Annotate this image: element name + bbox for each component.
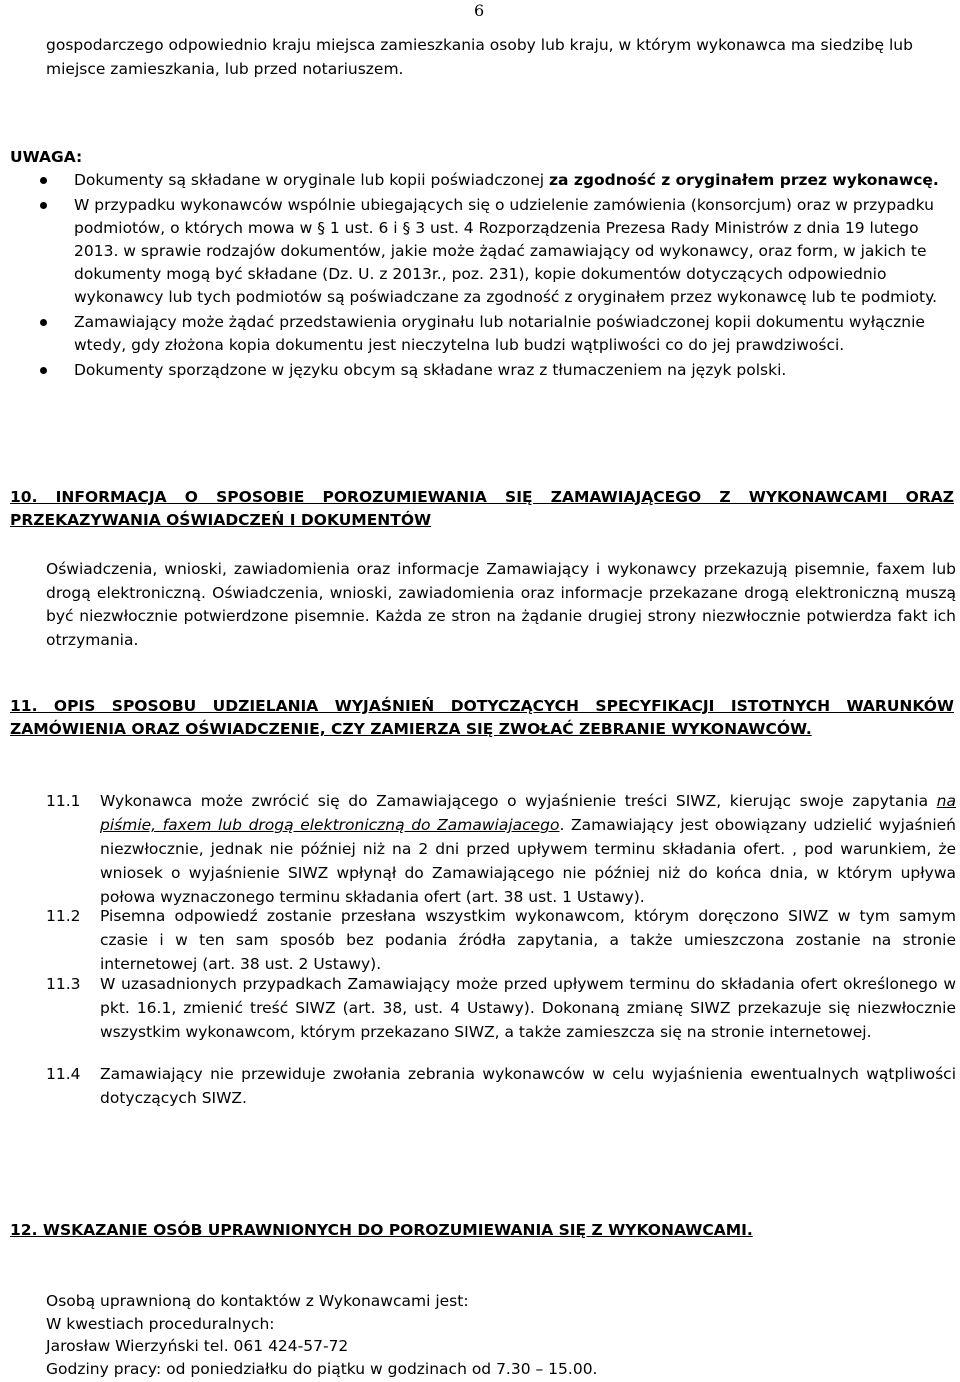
list-item — [0, 359, 950, 382]
item-number: 11.1 — [46, 792, 81, 810]
uwaga-list — [0, 169, 960, 382]
item-number: 11.2 — [46, 907, 81, 925]
bullet-text-2: W przypadku wykonawców wspólnie ubiegających się o udzielenie zamówienia (konsorcjum) oraz w przypadku podmiotów, o których mowa w § 1 ust. 6 i § 3 ust. 4 Rozporządzenia Prezesa Rady Ministrów z dnia 19 lutego 2013. w sprawie rodzajów dokumentów, jakie może żądać zamawiający od wykonawcy, oraz form, w jakich te dokumenty mogą być składane (Dz. U. z 2013r., poz. 231), kopie dokumentów dotyczących odpowiednio wykonawcy lub tych podmiotów są poświadczane za zgodność z oryginałem przez wykonawcę lub te podmioty. — [74, 196, 938, 306]
bullet-icon — [40, 367, 47, 374]
item-11-1 — [46, 789, 956, 909]
item-text-pre: Wykonawca może zwrócić się do Zamawiającego o wyjaśnienie treści SIWZ, kierując swoje zapytania — [100, 792, 937, 810]
item-number: 11.4 — [46, 1065, 81, 1083]
section-11-heading: 11. OPIS SPOSOBU UDZIELANIA WYJAŚNIEŃ DOTYCZĄCYCH SPECYFIKACJI ISTOTNYCH WARUNKÓW ZAMÓWIENIA ORAZ OŚWIADCZENIE, CZY ZAMIERZA SIĘ ZWOŁAĆ ZEBRANIE WYKONAWCÓW. — [10, 697, 954, 738]
item-text-underlined: na piśmie, faxem lub drogą elektroniczną do Zamawiajacego — [100, 792, 956, 834]
item-text: Zamawiający nie przewiduje zwołania zebrania wykonawców w celu wyjaśnienia ewentualnych wątpliwości dotyczących SIWZ. — [100, 1065, 956, 1107]
list-item — [0, 311, 950, 357]
page-number: 6 — [474, 1, 485, 20]
item-11-3 — [46, 972, 956, 1044]
bullet-icon — [40, 202, 47, 209]
section-10-text: Oświadczenia, wnioski, zawiadomienia oraz informacje Zamawiający i wykonawcy przekazują pisemnie, faxem lub drogą elektroniczną. Oświadczenia, wnioski, zawiadomienia oraz informacje przekazane drogą elektroniczną muszą być niezwłocznie potwierdzone pisemnie. Każda ze stron na żądanie drugiej strony niezwłocznie potwierdza fakt ich otrzymania. — [46, 560, 956, 649]
contact-line: Osobą uprawnioną do kontaktów z Wykonawcami jest: — [46, 1292, 469, 1310]
item-text: W uzasadnionych przypadkach Zamawiający może przed upływem terminu do składania ofert określonego w pkt. 16.1, zmienić treść SIWZ (art. 38, ust. 4 Ustawy). Dokonaną zmianę SIWZ przekazuje się niezwłocznie wszystkim wykonawcom, którym przekazano SIWZ, a także zamieszcza się na stronie internetowej. — [100, 975, 956, 1041]
section-12-heading: 12. WSKAZANIE OSÓB UPRAWNIONYCH DO POROZUMIEWANIA SIĘ Z WYKONAWCAMI. — [10, 1221, 753, 1239]
bullet-text-3: Zamawiający może żądać przedstawienia oryginału lub notarialnie poświadczonej kopii dokumentu wyłącznie wtedy, gdy złożona kopia dokumentu jest nieczytelna lub budzi wątpliwości co do jej prawdziwości. — [74, 313, 925, 354]
section-10-heading: 10. INFORMACJA O SPOSOBIE POROZUMIEWANIA SIĘ ZAMAWIAJĄCEGO Z WYKONAWCAMI ORAZ PRZEKAZYWANIA OŚWIADCZEŃ I DOKUMENTÓW — [10, 488, 954, 529]
list-item — [0, 169, 950, 192]
bullet-icon — [40, 319, 47, 326]
item-number: 11.3 — [46, 975, 81, 993]
contact-line: W kwestiach proceduralnych: — [46, 1314, 275, 1333]
bullet-icon — [40, 177, 47, 184]
contact-line: Godziny pracy: od poniedziałku do piątku w godzinach od 7.30 – 15.00. — [46, 1359, 598, 1378]
item-text — [100, 789, 956, 909]
contact-line: Jarosław Wierzyński tel. 061 424-57-72 — [46, 1337, 349, 1355]
list-item — [0, 194, 950, 309]
bullet-text-1-bold: za zgodność z oryginałem przez wykonawcę. — [548, 171, 939, 189]
item-11-2 — [46, 904, 956, 976]
uwaga-label: UWAGA: — [10, 148, 83, 166]
item-text-post: . Zamawiający jest obowiązany udzielić wyjaśnień niezwłocznie, jednak nie później niż na 2 dni przed upływem terminu składania ofert. , pod warunkiem, że wniosek o wyjaśnienie SIWZ wpłynął do Zamawiającego nie później niż do końca dnia, w którym upływa połowa wyznaczonego terminu składania ofert (art. 38 ust. 1 Ustawy). — [100, 816, 957, 906]
bullet-text-4: Dokumenty sporządzone w języku obcym są składane wraz z tłumaczeniem na język polski. — [74, 361, 787, 379]
contact-block — [46, 1290, 597, 1380]
item-11-4 — [46, 1062, 956, 1110]
bullet-text-1: Dokumenty są składane w oryginale lub kopii poświadczonej — [74, 171, 549, 189]
item-text: Pisemna odpowiedź zostanie przesłana wszystkim wykonawcom, którym doręczono SIWZ w tym samym czasie i w ten sam sposób bez podania źródła zapytania, a także umieszczona zostanie na stronie internetowej (art. 38 ust. 2 Ustawy). — [100, 907, 956, 973]
intro-paragraph: gospodarczego odpowiednio kraju miejsca zamieszkania osoby lub kraju, w którym wykonawca ma siedzibę lub miejsce zamieszkania, lub przed notariuszem. — [46, 36, 913, 78]
